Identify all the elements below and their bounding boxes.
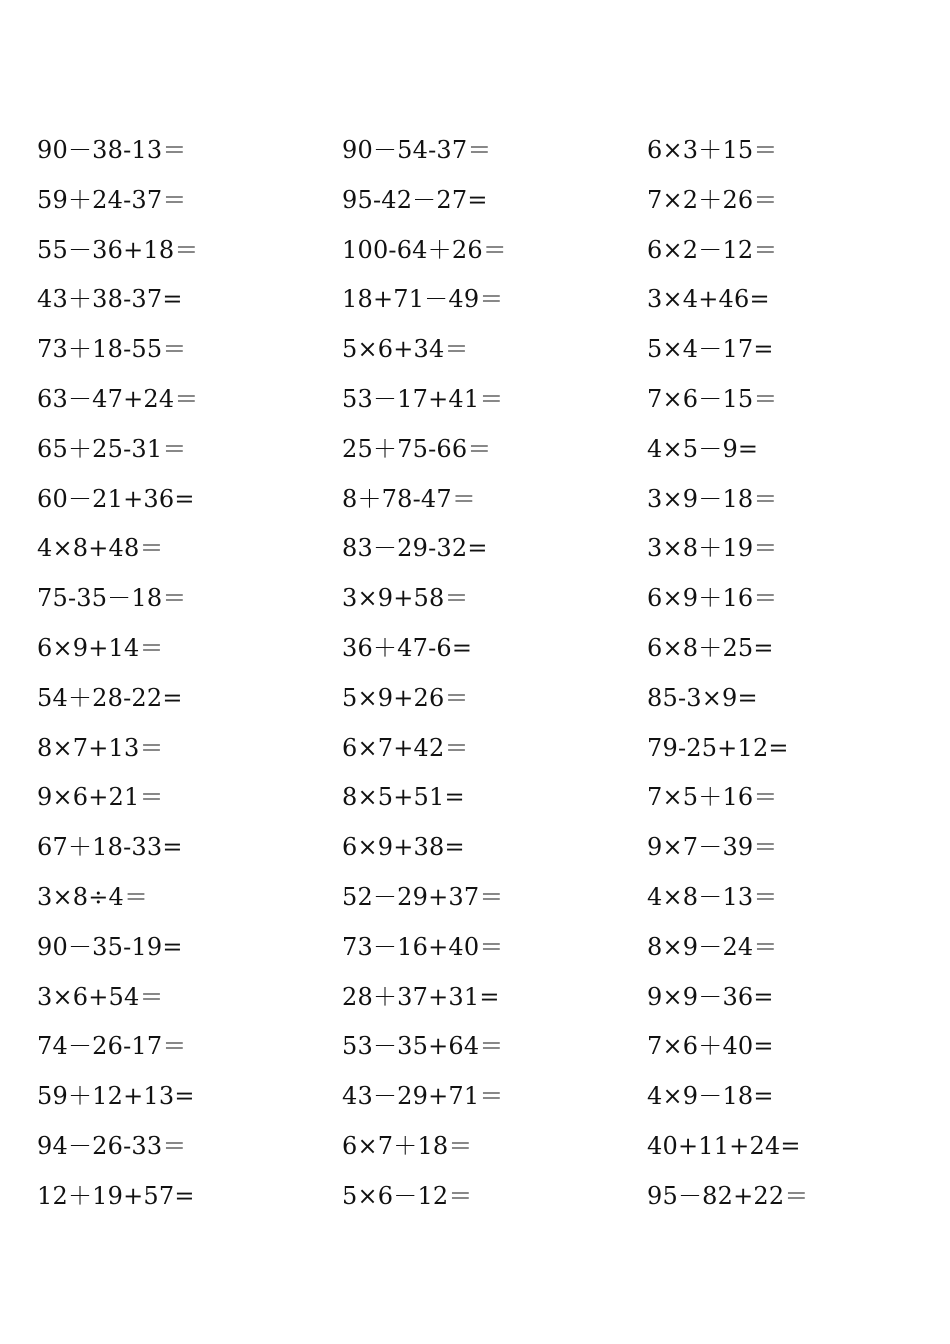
- arithmetic-problem: 8×9－24＝: [647, 932, 778, 961]
- arithmetic-problem: 73－16+40＝: [342, 932, 504, 961]
- arithmetic-problem: 90－38-13＝: [37, 136, 187, 164]
- arithmetic-problem: 4×8+48＝: [37, 534, 164, 563]
- arithmetic-problem: 6×9+14＝: [37, 633, 164, 662]
- arithmetic-problem: 3×9+58＝: [342, 584, 469, 613]
- arithmetic-problem: 4×8－13＝: [647, 882, 778, 911]
- arithmetic-problem: 25＋75-66＝: [342, 434, 492, 463]
- arithmetic-problem: 7×2＋26＝: [647, 185, 778, 214]
- arithmetic-problem: 5×4－17=: [647, 335, 774, 364]
- arithmetic-problem: 6×8＋25=: [647, 633, 774, 662]
- arithmetic-problem: 3×6+54＝: [37, 982, 164, 1011]
- arithmetic-problem: 54＋28-22=: [37, 683, 183, 712]
- arithmetic-problem: 43＋38-37=: [37, 285, 183, 314]
- arithmetic-problem: 3×8＋19＝: [647, 534, 778, 563]
- arithmetic-problem: 100-64＋26＝: [342, 235, 507, 264]
- arithmetic-problem: 18+71－49＝: [342, 285, 504, 314]
- arithmetic-problem: 6×7+42＝: [342, 733, 469, 762]
- arithmetic-problem: 55－36+18＝: [37, 235, 199, 264]
- arithmetic-problem: 4×9－18=: [647, 1082, 774, 1111]
- arithmetic-problem: 9×7－39＝: [647, 833, 778, 862]
- arithmetic-problem: 7×6＋40=: [647, 1032, 774, 1061]
- arithmetic-problem: 85-3×9=: [647, 683, 758, 712]
- arithmetic-problem: 6×9＋16＝: [647, 584, 778, 613]
- arithmetic-problem: 90－35-19=: [37, 932, 183, 961]
- arithmetic-problem: 5×6－12＝: [342, 1181, 473, 1210]
- arithmetic-problem: 5×6+34＝: [342, 335, 469, 364]
- arithmetic-problem: 9×9－36=: [647, 982, 774, 1011]
- arithmetic-problem: 53－35+64＝: [342, 1032, 504, 1061]
- arithmetic-problem: 74－26-17＝: [37, 1032, 187, 1061]
- arithmetic-problem: 6×3＋15＝: [647, 136, 778, 164]
- arithmetic-problem: 12＋19+57=: [37, 1181, 195, 1210]
- arithmetic-problem: 60－21+36=: [37, 484, 195, 513]
- arithmetic-problem: 52－29+37＝: [342, 882, 504, 911]
- arithmetic-problem: 90－54-37＝: [342, 136, 492, 164]
- arithmetic-problem: 7×6－15＝: [647, 384, 778, 413]
- arithmetic-problem: 63－47+24＝: [37, 384, 199, 413]
- arithmetic-problem: 53－17+41＝: [342, 384, 504, 413]
- arithmetic-problem: 40+11+24=: [647, 1131, 801, 1160]
- arithmetic-problem: 75-35－18＝: [37, 584, 187, 613]
- arithmetic-problems-grid: [37, 126, 917, 1222]
- arithmetic-problem: 9×6+21＝: [37, 783, 164, 812]
- arithmetic-problem: 95－82+22＝: [647, 1181, 809, 1210]
- arithmetic-problem: 65＋25-31＝: [37, 434, 187, 463]
- arithmetic-problem: 8×7+13＝: [37, 733, 164, 762]
- arithmetic-problem: 83－29-32=: [342, 534, 488, 563]
- arithmetic-problem: 67＋18-33=: [37, 833, 183, 862]
- arithmetic-problem: 95-42－27=: [342, 185, 488, 214]
- arithmetic-problem: 59＋12+13=: [37, 1082, 195, 1111]
- arithmetic-problem: 3×9－18＝: [647, 484, 778, 513]
- arithmetic-problem: 4×5－9=: [647, 434, 759, 463]
- arithmetic-problem: 6×2－12＝: [647, 235, 778, 264]
- arithmetic-problem: 6×7＋18＝: [342, 1131, 473, 1160]
- arithmetic-problem: 5×9+26＝: [342, 683, 469, 712]
- arithmetic-problem: 28＋37+31=: [342, 982, 500, 1011]
- arithmetic-problem: 94－26-33＝: [37, 1131, 187, 1160]
- arithmetic-problem: 7×5＋16＝: [647, 783, 778, 812]
- arithmetic-problem: 79-25+12=: [647, 733, 789, 762]
- arithmetic-problem: 36＋47-6=: [342, 633, 473, 662]
- arithmetic-problem: 3×4+46=: [647, 285, 770, 314]
- arithmetic-problem: 6×9+38=: [342, 833, 465, 862]
- arithmetic-problem: 59＋24-37＝: [37, 185, 187, 214]
- arithmetic-problem: 8×5+51=: [342, 783, 465, 812]
- arithmetic-problem: 43－29+71＝: [342, 1082, 504, 1111]
- arithmetic-problem: 73＋18-55＝: [37, 335, 187, 364]
- arithmetic-problem: 3×8÷4＝: [37, 882, 149, 911]
- arithmetic-problem: 8＋78-47＝: [342, 484, 477, 513]
